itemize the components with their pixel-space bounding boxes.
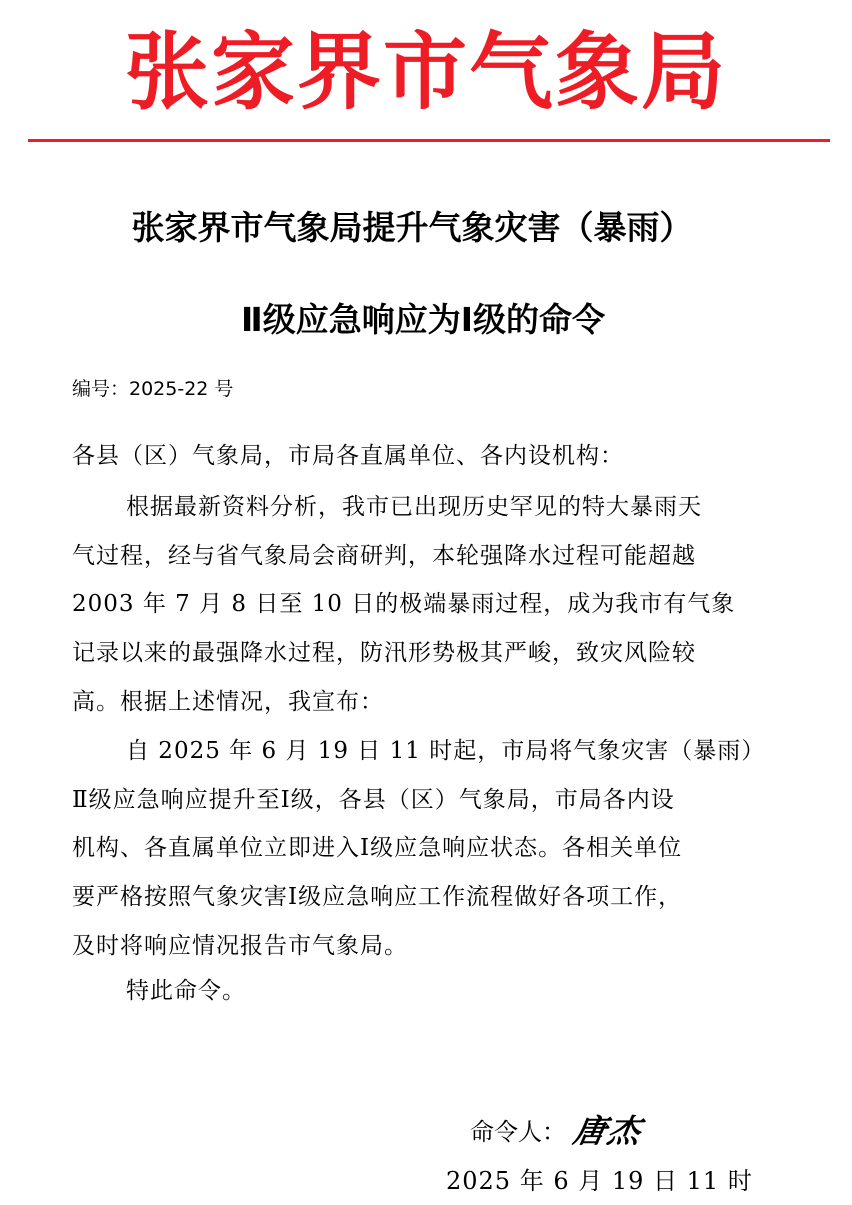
paragraph-line: 2003 年 7 月 8 日至 10 日的极端暴雨过程，成为我市有气象 (72, 591, 736, 618)
paragraph-line: 及时将响应情况报告市气象局。 (72, 932, 408, 959)
paragraph-2 (72, 727, 772, 970)
document-number: 编号：2025-22 号 (72, 378, 234, 400)
paragraph-line: 自 2025 年 6 月 19 日 11 时起，市局将气象灾害（暴雨） (126, 738, 766, 764)
closing-statement: 特此命令。 (126, 978, 246, 1004)
salutation: 各县（区）气象局，市局各直属单位、各内设机构： (72, 443, 624, 469)
paragraph-1 (72, 483, 772, 726)
paragraph-line: 机构、各直属单位立即进入Ⅰ级应急响应状态。各相关单位 (72, 835, 683, 862)
paragraph-line: 根据最新资料分析，我市已出现历史罕见的特大暴雨天 (126, 494, 702, 520)
masthead-red-rule (28, 139, 830, 142)
issuer-label: 命令人： (470, 1118, 566, 1146)
paragraph-line: 记录以来的最强降水过程，防汛形势极其严峻，致灾风险较 (72, 640, 696, 667)
issuer-signature: 唐杰 (570, 1112, 646, 1150)
issue-date: 2025 年 6 月 19 日 11 时 (446, 1167, 753, 1195)
document-title-line-1: 张家界市气象局提升气象灾害（暴雨） (131, 208, 693, 247)
paragraph-line: 气过程，经与省气象局会商研判，本轮强降水过程可能超越 (72, 542, 696, 569)
paragraph-line: Ⅱ级应急响应提升至Ⅰ级，各县（区）气象局，市局各内设 (72, 786, 675, 813)
paragraph-line: 要严格按照气象灾害Ⅰ级应急响应工作流程做好各项工作， (72, 884, 683, 911)
issuer-block (470, 1108, 646, 1155)
paragraph-line: 高。根据上述情况，我宣布： (72, 688, 384, 715)
document-title-line-2: Ⅱ级应急响应为Ⅰ级的命令 (240, 300, 605, 339)
masthead-title: 张家界市气象局 (124, 23, 727, 121)
